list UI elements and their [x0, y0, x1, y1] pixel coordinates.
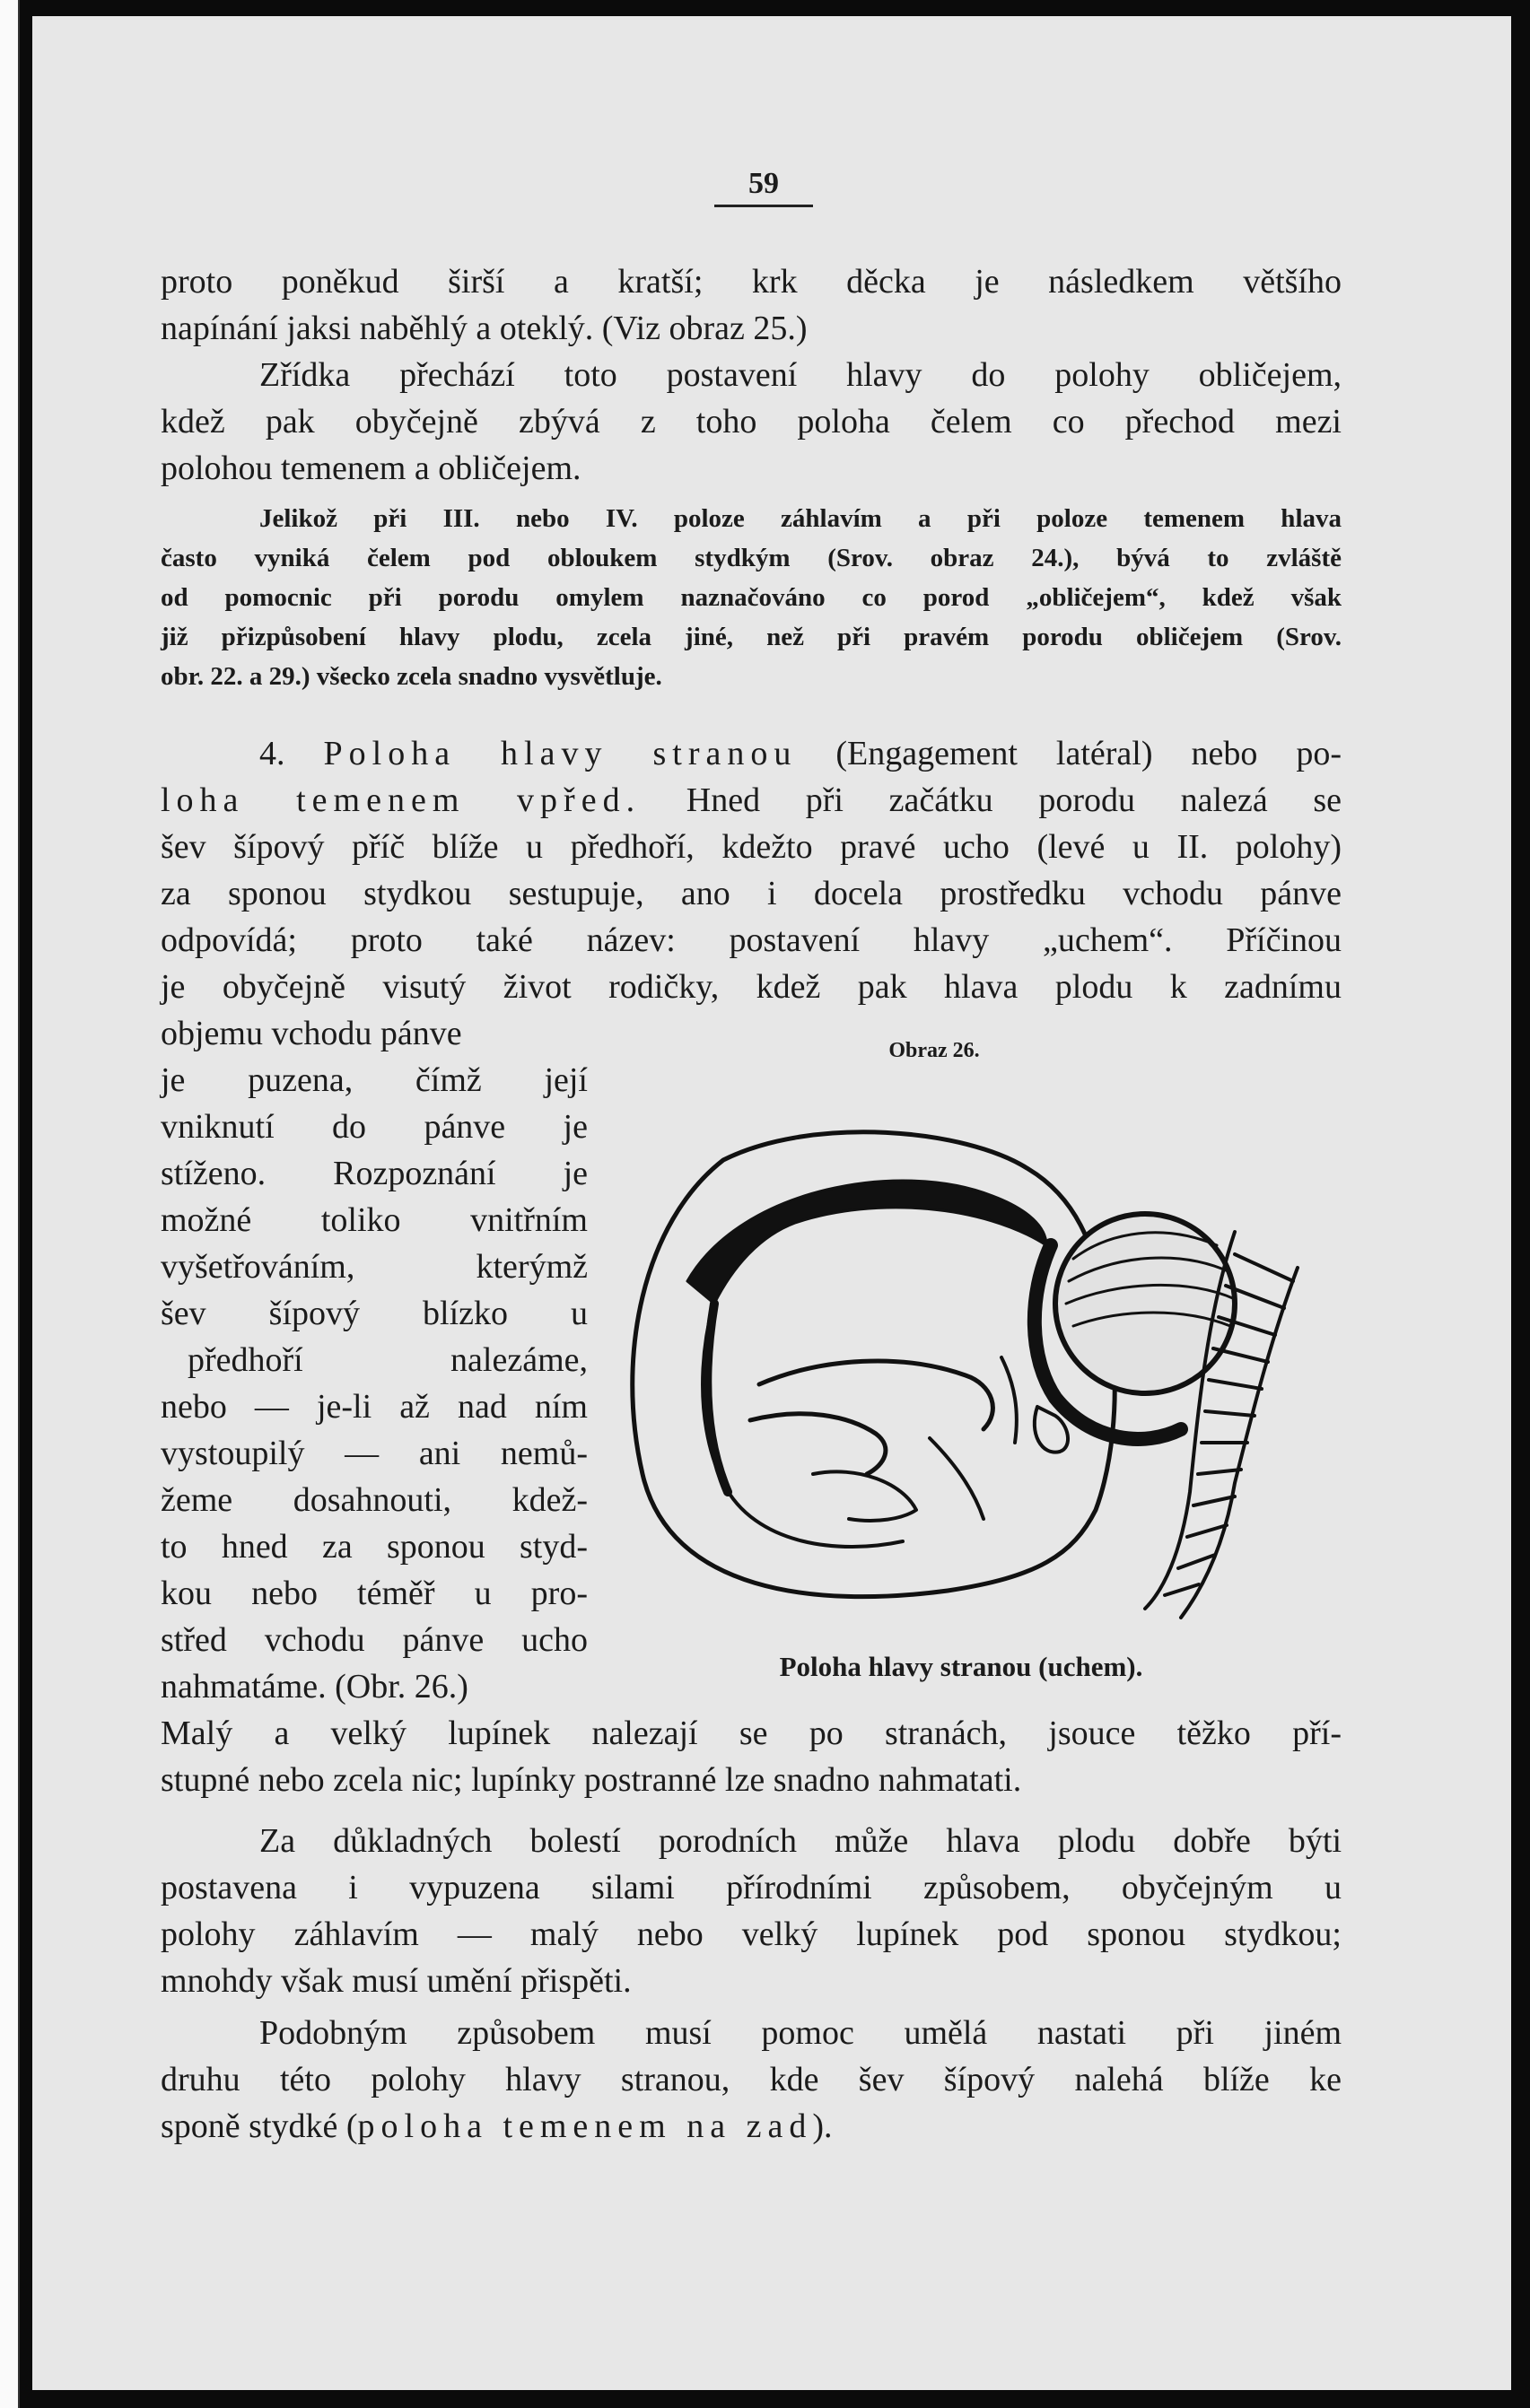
text-line: kou nebo téměř u pro- [161, 1575, 588, 1612]
paragraph-5 [161, 1818, 1342, 2004]
section-number: 4. [259, 735, 285, 772]
text-line: polohou temenem a obličejem. [161, 449, 581, 487]
text-line [161, 2103, 1342, 2150]
section-heading-line [161, 730, 1342, 777]
text-line: předhoří nalezáme, [188, 1341, 588, 1379]
section-title-paren: (Engagement latéral) nebo po- [835, 735, 1342, 772]
text-line: polohy záhlavím — malý nebo velký lupínek pod sponou stydkou; [161, 1915, 1342, 1953]
note-line: Jelikož při III. nebo IV. poloze záhlavím a při poloze temenem hlava [259, 504, 1342, 533]
figure-caption: Poloha hlavy stranou (uchem). [779, 1651, 1143, 1682]
body-text-after-figure [161, 1710, 1342, 1803]
text-line: postavena i vypuzena silami přírodními způsobem, obyčejným u [161, 1869, 1342, 1906]
section-heading-line [161, 777, 1342, 824]
text-line: napínání jaksi naběhlý a oteklý. (Viz obraz 25.) [161, 310, 808, 347]
text-line: je obyčejně visutý život rodičky, kdež pak hlava plodu k zadnímu [161, 968, 1342, 1006]
text-line: stupné nebo zcela nic; lupínky postranné lze snadno nahmatati. [161, 1761, 1022, 1799]
section-title: Poloha hlavy stranou [323, 735, 798, 772]
text-line: nahmatáme. (Obr. 26.) [161, 1668, 468, 1706]
text-line: odpovídá; proto také název: postavení hlavy „uchem“. Příčinou [161, 921, 1342, 959]
text-line: za sponou stydkou sestupuje, ano i docela prostředku vchodu pánve [161, 875, 1342, 912]
section-4 [161, 730, 1342, 1010]
text-line: šev šípový příč blíže u předhoří, kdežto pravé ucho (levé u II. polohy) [161, 828, 1342, 866]
text-fragment: Hned při začátku porodu nalezá se [686, 781, 1342, 819]
text-line: střed vchodu pánve ucho [161, 1621, 588, 1659]
text-fragment: ). [812, 2107, 833, 2145]
text-line: vniknutí do pánve je [161, 1108, 588, 1146]
text-line: žeme dosahnouti, kdež- [161, 1481, 588, 1519]
uterine-band [687, 1181, 1046, 1304]
figure-illustration [607, 1088, 1325, 1645]
text-line: nebo — je-li až nad ním [161, 1388, 588, 1426]
text-line: vyšetřováním, kterýmž [161, 1248, 588, 1286]
wrapped-text-column [161, 1010, 588, 1710]
figure-label: Obraz 26. [888, 1039, 980, 1062]
text-line: mnohdy však musí umění přispěti. [161, 1962, 632, 2000]
text-line: to hned za sponou styd- [161, 1528, 588, 1566]
text-line: proto poněkud širší a kratší; krk děcka je následkem většího [161, 263, 1342, 301]
text-line: objemu vchodu pánve [161, 1015, 462, 1052]
text-line: Za důkladných bolestí porodních může hlava plodu dobře býti [259, 1822, 1342, 1860]
text-line: vystoupilý — ani nemů- [161, 1435, 588, 1472]
text-line: Malý a velký lupínek nalezají se po stranách, jsouce těžko pří- [161, 1714, 1342, 1752]
note-line: již přizpůsobení hlavy plodu, zcela jiné, než při pravém porodu obličejem (Srov. [161, 623, 1342, 651]
spaced-term: poloha temenem na zad [357, 2107, 813, 2145]
text-line: Podobným způsobem musí pomoc umělá nastati při jiném [259, 2014, 1342, 2052]
text-line: stíženo. Rozpoznání je [161, 1155, 588, 1192]
note-line: obr. 22. a 29.) všecko zcela snadno vysvětluje. [161, 662, 662, 691]
text-line: kdež pak obyčejně zbývá z toho poloha čelem co přechod mezi [161, 403, 1342, 441]
scan-edge [0, 0, 20, 2408]
section-title-continued: loha temenem vpřed. [161, 781, 642, 819]
text-line: šev šípový blízko u [161, 1295, 588, 1332]
text-line: možné toliko vnitřním [161, 1201, 588, 1239]
body-text-top [161, 258, 1342, 492]
note-line: od pomocnic při porodu omylem naznačováno co porod „obličejem“, kdež však [161, 583, 1342, 612]
text-line: je puzena, čímž její [161, 1061, 588, 1099]
note-line: často vyniká čelem pod obloukem stydkým (Srov. obraz 24.), bývá to zvláště [161, 544, 1342, 572]
text-line: druhu této polohy hlavy stranou, kde šev šípový nalehá blíže ke [161, 2061, 1342, 2098]
inlet-rim [703, 1241, 903, 1547]
text-line: Zřídka přechází toto postavení hlavy do polohy obličejem, [259, 356, 1342, 394]
page-number: 59 [714, 167, 813, 207]
footnote-paragraph [161, 499, 1342, 696]
book-page [32, 16, 1511, 2390]
paragraph-6 [161, 2010, 1342, 2150]
text-fragment: sponě stydké ( [161, 2107, 358, 2145]
